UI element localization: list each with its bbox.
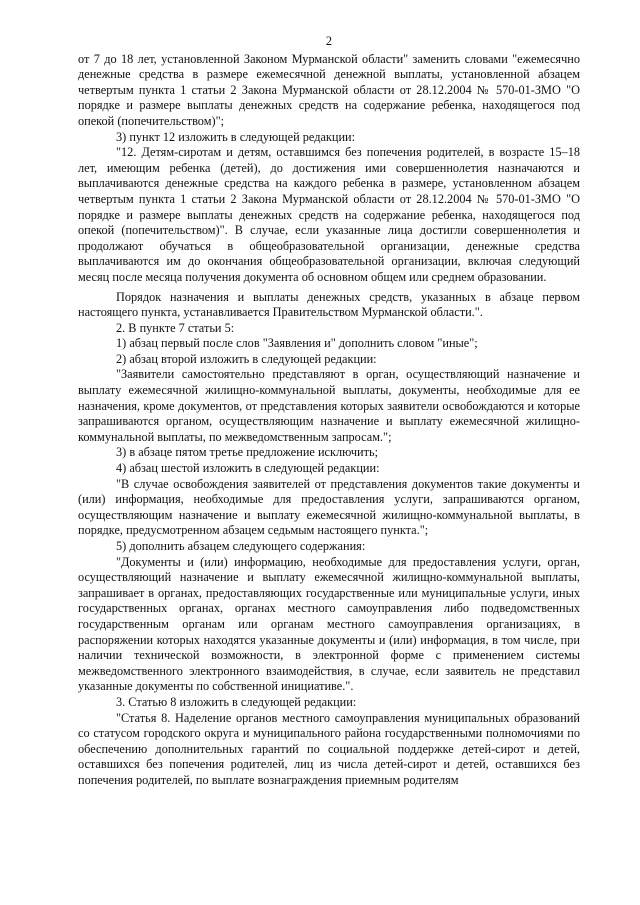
paragraph-11: "В случае освобождения заявителей от представления документов такие документы и (или) информация, необходимые для предоставления услуги, запрашиваются органом, осуществляющим назначение и выплату ежемесячной жилищно-коммунальной выплаты, в порядке, предусмотренном абзацем седьмым настоящего пункта."; (78, 476, 580, 538)
paragraph-6: 1) абзац первый после слов "Заявления и" дополнить словом "иные"; (116, 336, 478, 351)
paragraph-2: 3) пункт 12 изложить в следующей редакции: (116, 129, 356, 144)
page-number: 2 (325, 34, 333, 48)
paragraph-10: 4) абзац шестой изложить в следующей редакции: (116, 461, 380, 476)
paragraph-13: "Документы и (или) информацию, необходимые для предоставления услуги, орган, осуществляющий назначение и выплату ежемесячной жилищно-коммунальной выплаты, запрашивает в органах, предоставляющих государственные или муниципальные услуги, иных государственных органах, органах местного самоуправления либо подведомственных государственным органам или органам местного самоуправления организациях, в распоряжении которых находятся указанные документы и (или) информация, в том числе, при наличии технической возможности, в электронной форме с применением системы межведомственного электронного взаимодействия, в случае, если заявитель не представил указанные документы по собственной инициативе.". (78, 554, 580, 694)
paragraph-9: 3) в абзаце пятом третье предложение исключить; (116, 445, 378, 460)
paragraph-15: "Статья 8. Наделение органов местного самоуправления муниципальных образований со статусом городского округа и муниципального района государственными полномочиями по обеспечению дополнительных гарантий по социальной поддержке детей-сирот и детей, оставшихся без попечения родителей, лиц из числа детей-сирот и детей, оставшихся без попечения родителей, по выплате вознаграждения приемным родителям (78, 710, 580, 787)
paragraph-3: "12. Детям-сиротам и детям, оставшимся без попечения родителей, в возрасте 15–18 лет, имеющим ребенка (детей), до достижения ими совершеннолетия назначаются и выплачиваются денежные средства на каждого ребенка в размере, установленном абзацем четвертым пункта 1 статьи 2 Закона Мурманской области от 28.12.2004 № 570-01-ЗМО "О порядке и размере выплаты денежных средств на содержание ребенка, находящегося под опекой (попечительством)". В случае, если указанные лица достигли совершеннолетия и продолжают обучаться в общеобразовательной организации, денежные средства выплачиваются им до окончания общеобразовательной организации, включая следующий месяц после месяца получения документа об основном общем или среднем образовании. (78, 145, 580, 284)
paragraph-7: 2) абзац второй изложить в следующей редакции: (116, 351, 377, 366)
paragraph-5: 2. В пункте 7 статьи 5: (116, 320, 235, 335)
paragraph-12: 5) дополнить абзацем следующего содержания: (116, 539, 366, 553)
paragraph-4: Порядок назначения и выплаты денежных средств, указанных в абзаце первом настоящего пункта, устанавливается Правительством Мурманской области.". (78, 289, 580, 320)
paragraph-8: "Заявители самостоятельно представляют в орган, осуществляющий назначение и выплату ежемесячной жилищно-коммунальной выплаты, документы, необходимые для ее назначения, кроме документов, от представления которых заявители освобождаются и которые запрашиваются органом, осуществляющим назначение и выплату ежемесячной жилищно-коммунальной выплаты, по межведомственным запросам."; (78, 367, 580, 444)
paragraph-14: 3. Статью 8 изложить в следующей редакции: (116, 694, 357, 709)
paragraph-1: от 7 до 18 лет, установленной Законом Мурманской области" заменить словами "ежемесячно денежные средства в размере ежемесячной денежной выплаты, установленной абзацем четвертым пункта 1 статьи 2 Закона Мурманской области от 28.12.2004 № 570-01-ЗМО "О порядке и размере выплаты денежных средств на содержание ребенка, находящегося под опекой (попечительством)"; (78, 51, 580, 128)
